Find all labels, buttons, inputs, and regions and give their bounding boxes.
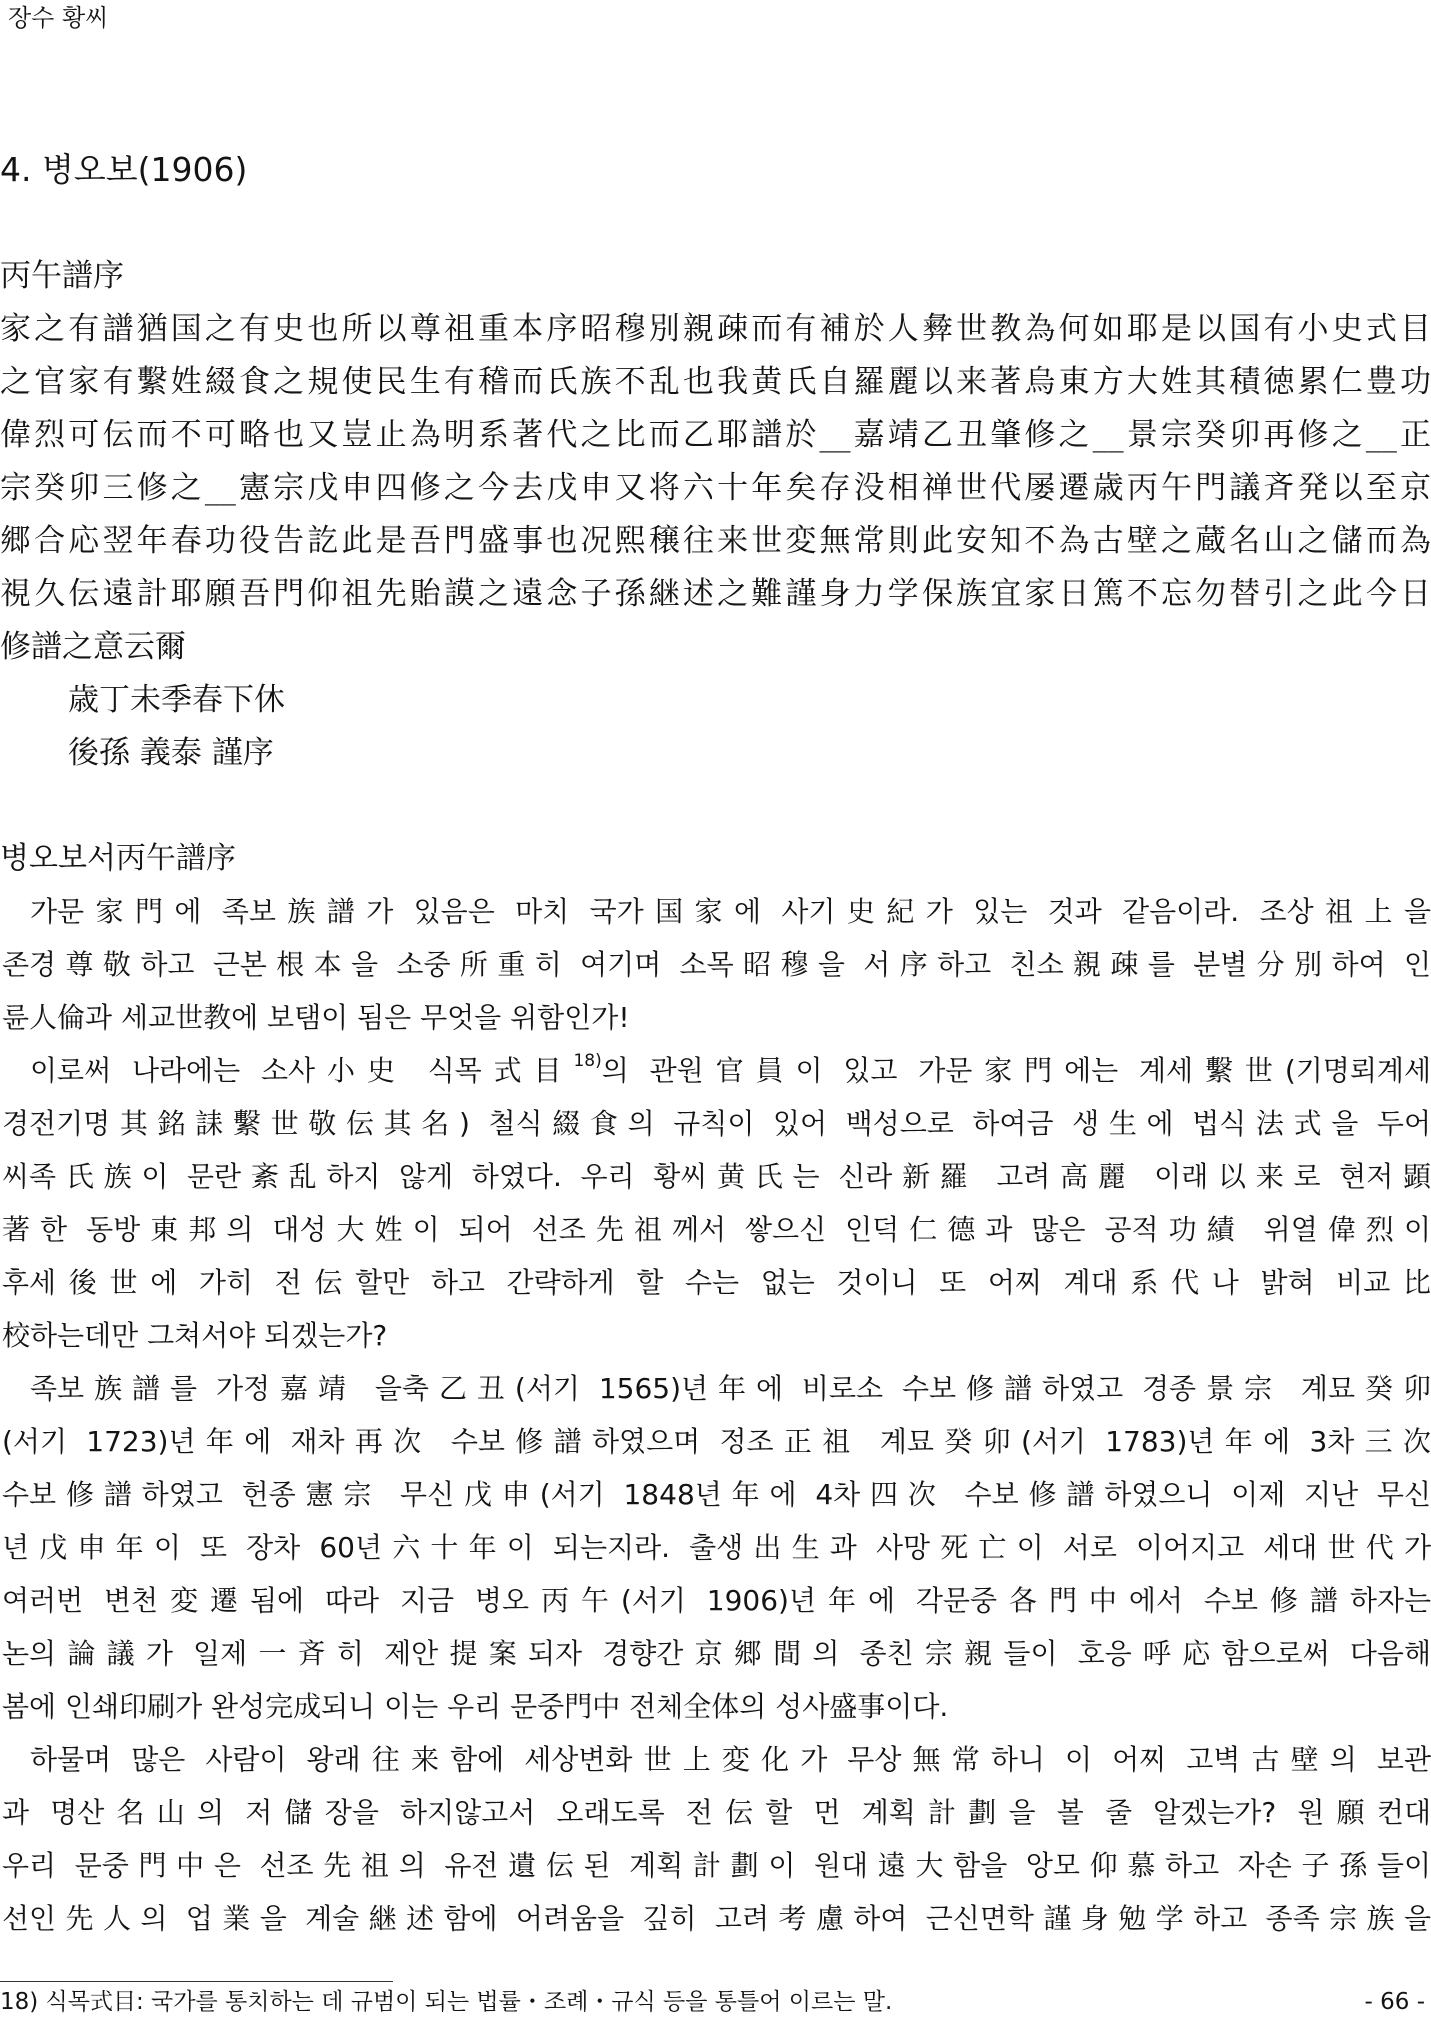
korean-translation-body [0, 885, 1431, 1945]
footnote-divider [0, 1981, 393, 1982]
hanja-preface-title: 丙午譜序 [0, 258, 124, 294]
hanja-line: 修譜之意云爾 [0, 629, 186, 665]
korean-line: 족보族譜를 가정嘉靖 을축乙丑(서기 1565)년年에 비로소 수보修譜하였고 경종景宗 계묘癸卯 [30, 1372, 1431, 1405]
korean-line: 후세後世에 가히 전伝할만 하고 간략하게 할 수는 없는 것이니 또 어찌 계대系代나 밝혀 비교比 [2, 1266, 1431, 1299]
korean-line: 校하는데만 그쳐서야 되겠는가? [2, 1319, 388, 1352]
korean-line-head: 이로써 나라에는 소사小史 식목式目 [30, 1054, 574, 1087]
korean-line: 우리 문중門中은 선조先祖의 유전遺伝된 계획計劃이 원대遠大함을 앙모仰慕하고 자손子孫들이 [2, 1849, 1431, 1882]
korean-line: 년戊申年이 또 장차 60년六十年이 되는지라. 출생出生과 사망死亡이 서로 이어지고 세대世代가 [2, 1531, 1431, 1564]
hanja-line: 之官家有繫姓綴食之規使民生有稽而氏族不乱也我黄氏自羅麗以来著烏東方大姓其積徳累仁豊功 [0, 364, 1431, 400]
hanja-preface-body [0, 303, 1431, 780]
korean-line: 존경尊敬하고 근본根本을 소중所重히 여기며 소목昭穆을 서序하고 친소親疎를 분별分別하여 인 [2, 948, 1431, 981]
korean-line: 과 명산名山의 저儲장을 하지않고서 오래도록 전伝할 먼 계획計劃을 볼 줄 알겠는가? 원願컨대 [2, 1796, 1431, 1829]
korean-line: 경전기명其銘誄繫世敬伝其名) 철식綴食의 규칙이 있어 백성으로 하여금 생生에 법식法式을 두어 [2, 1107, 1431, 1140]
korean-line: (서기 1723)년年에 재차再次 수보修譜하였으며 정조正祖 계묘癸卯(서기 1783)년年에 3차三次 [2, 1425, 1431, 1458]
korean-line: 논의論議가 일제一斉히 제안提案되자 경향간京郷間의 종친宗親들이 호응呼応함으로써 다음해 [2, 1637, 1431, 1670]
hanja-line: 視久伝遠計耶願吾門仰祖先貽謨之遠念子孫継述之難謹身力学保族宜家日篤不忘勿替引之此今日 [0, 576, 1431, 612]
korean-line: 수보修譜하였고 헌종憲宗 무신戊申(서기 1848년年에 4차四次 수보修譜하였으니 이제 지난 무신 [2, 1478, 1431, 1511]
page-number: - 66 - [1364, 1989, 1425, 2015]
running-header: 장수 황씨 [8, 4, 109, 32]
korean-line: 봄에 인쇄印刷가 완성完成되니 이는 우리 문중門中 전체全体의 성사盛事이다. [2, 1690, 949, 1723]
hanja-line: 郷合応翌年春功役告訖此是吾門盛事也况熙穣往来世変無常則此安知不為古壁之蔵名山之儲而為 [0, 523, 1431, 559]
footnote-ref: 18) [573, 1051, 602, 1071]
korean-line-with-footnote [0, 1044, 1431, 1097]
korean-line-tail: 의 관원官員이 있고 가문家門에는 계세繫世(기명뢰계세 [601, 1054, 1431, 1087]
korean-line: 가문家門에 족보族譜가 있음은 마치 국가国家에 사기史紀가 있는 것과 같음이라. 조상祖上을 [30, 895, 1431, 928]
korean-translation-title: 병오보서丙午譜序 [0, 841, 236, 876]
korean-line: 선인先人의 업業을 계술継述함에 어려움을 깊히 고려考慮하여 근신면학謹身勉学하고 종족宗族을 [2, 1902, 1431, 1935]
hanja-date-line: 歳丁未季春下休 [68, 682, 285, 718]
hanja-line: 偉烈可伝而不可略也又豈止為明系著代之比而乙耶譜於__嘉靖乙丑肇修之__景宗癸卯再修之__正 [0, 417, 1431, 453]
hanja-line: 家之有譜猶国之有史也所以尊祖重本序昭穆別親疎而有補於人彜世教為何如耶是以国有小史式目 [0, 311, 1431, 347]
hanja-line: 宗癸卯三修之__憲宗戊申四修之今去戊申又将六十年矣存没相禅世代屡遷歳丙午門議斉発以至京 [0, 470, 1431, 506]
footnote-text: 18) 식목式目: 국가를 통치하는 데 규범이 되는 법률・조례・규식 등을 통틀어 이르는 말. [0, 1989, 893, 2015]
korean-line: 하물며 많은 사람이 왕래往来함에 세상변화世上変化가 무상無常하니 이 어찌 고벽古壁의 보관 [30, 1743, 1431, 1776]
korean-line: 著한 동방東邦의 대성大姓이 되어 선조先祖께서 쌓으신 인덕仁德과 많은 공적功績 위열偉烈이 [2, 1213, 1431, 1246]
hanja-author-line: 後孫 義泰 謹序 [68, 735, 274, 771]
korean-line: 여러번 변천変遷됨에 따라 지금 병오丙午(서기 1906)년年에 각문중各門中에서 수보修譜하자는 [2, 1584, 1431, 1617]
korean-line: 륜人倫과 세교世教에 보탬이 됨은 무엇을 위함인가! [2, 1001, 630, 1034]
section-heading: 4. 병오보(1906) [0, 150, 248, 189]
korean-line: 씨족氏族이 문란紊乱하지 않게 하였다. 우리 황씨黄氏는 신라新羅 고려高麗 이래以来로 현저顕 [2, 1160, 1431, 1193]
